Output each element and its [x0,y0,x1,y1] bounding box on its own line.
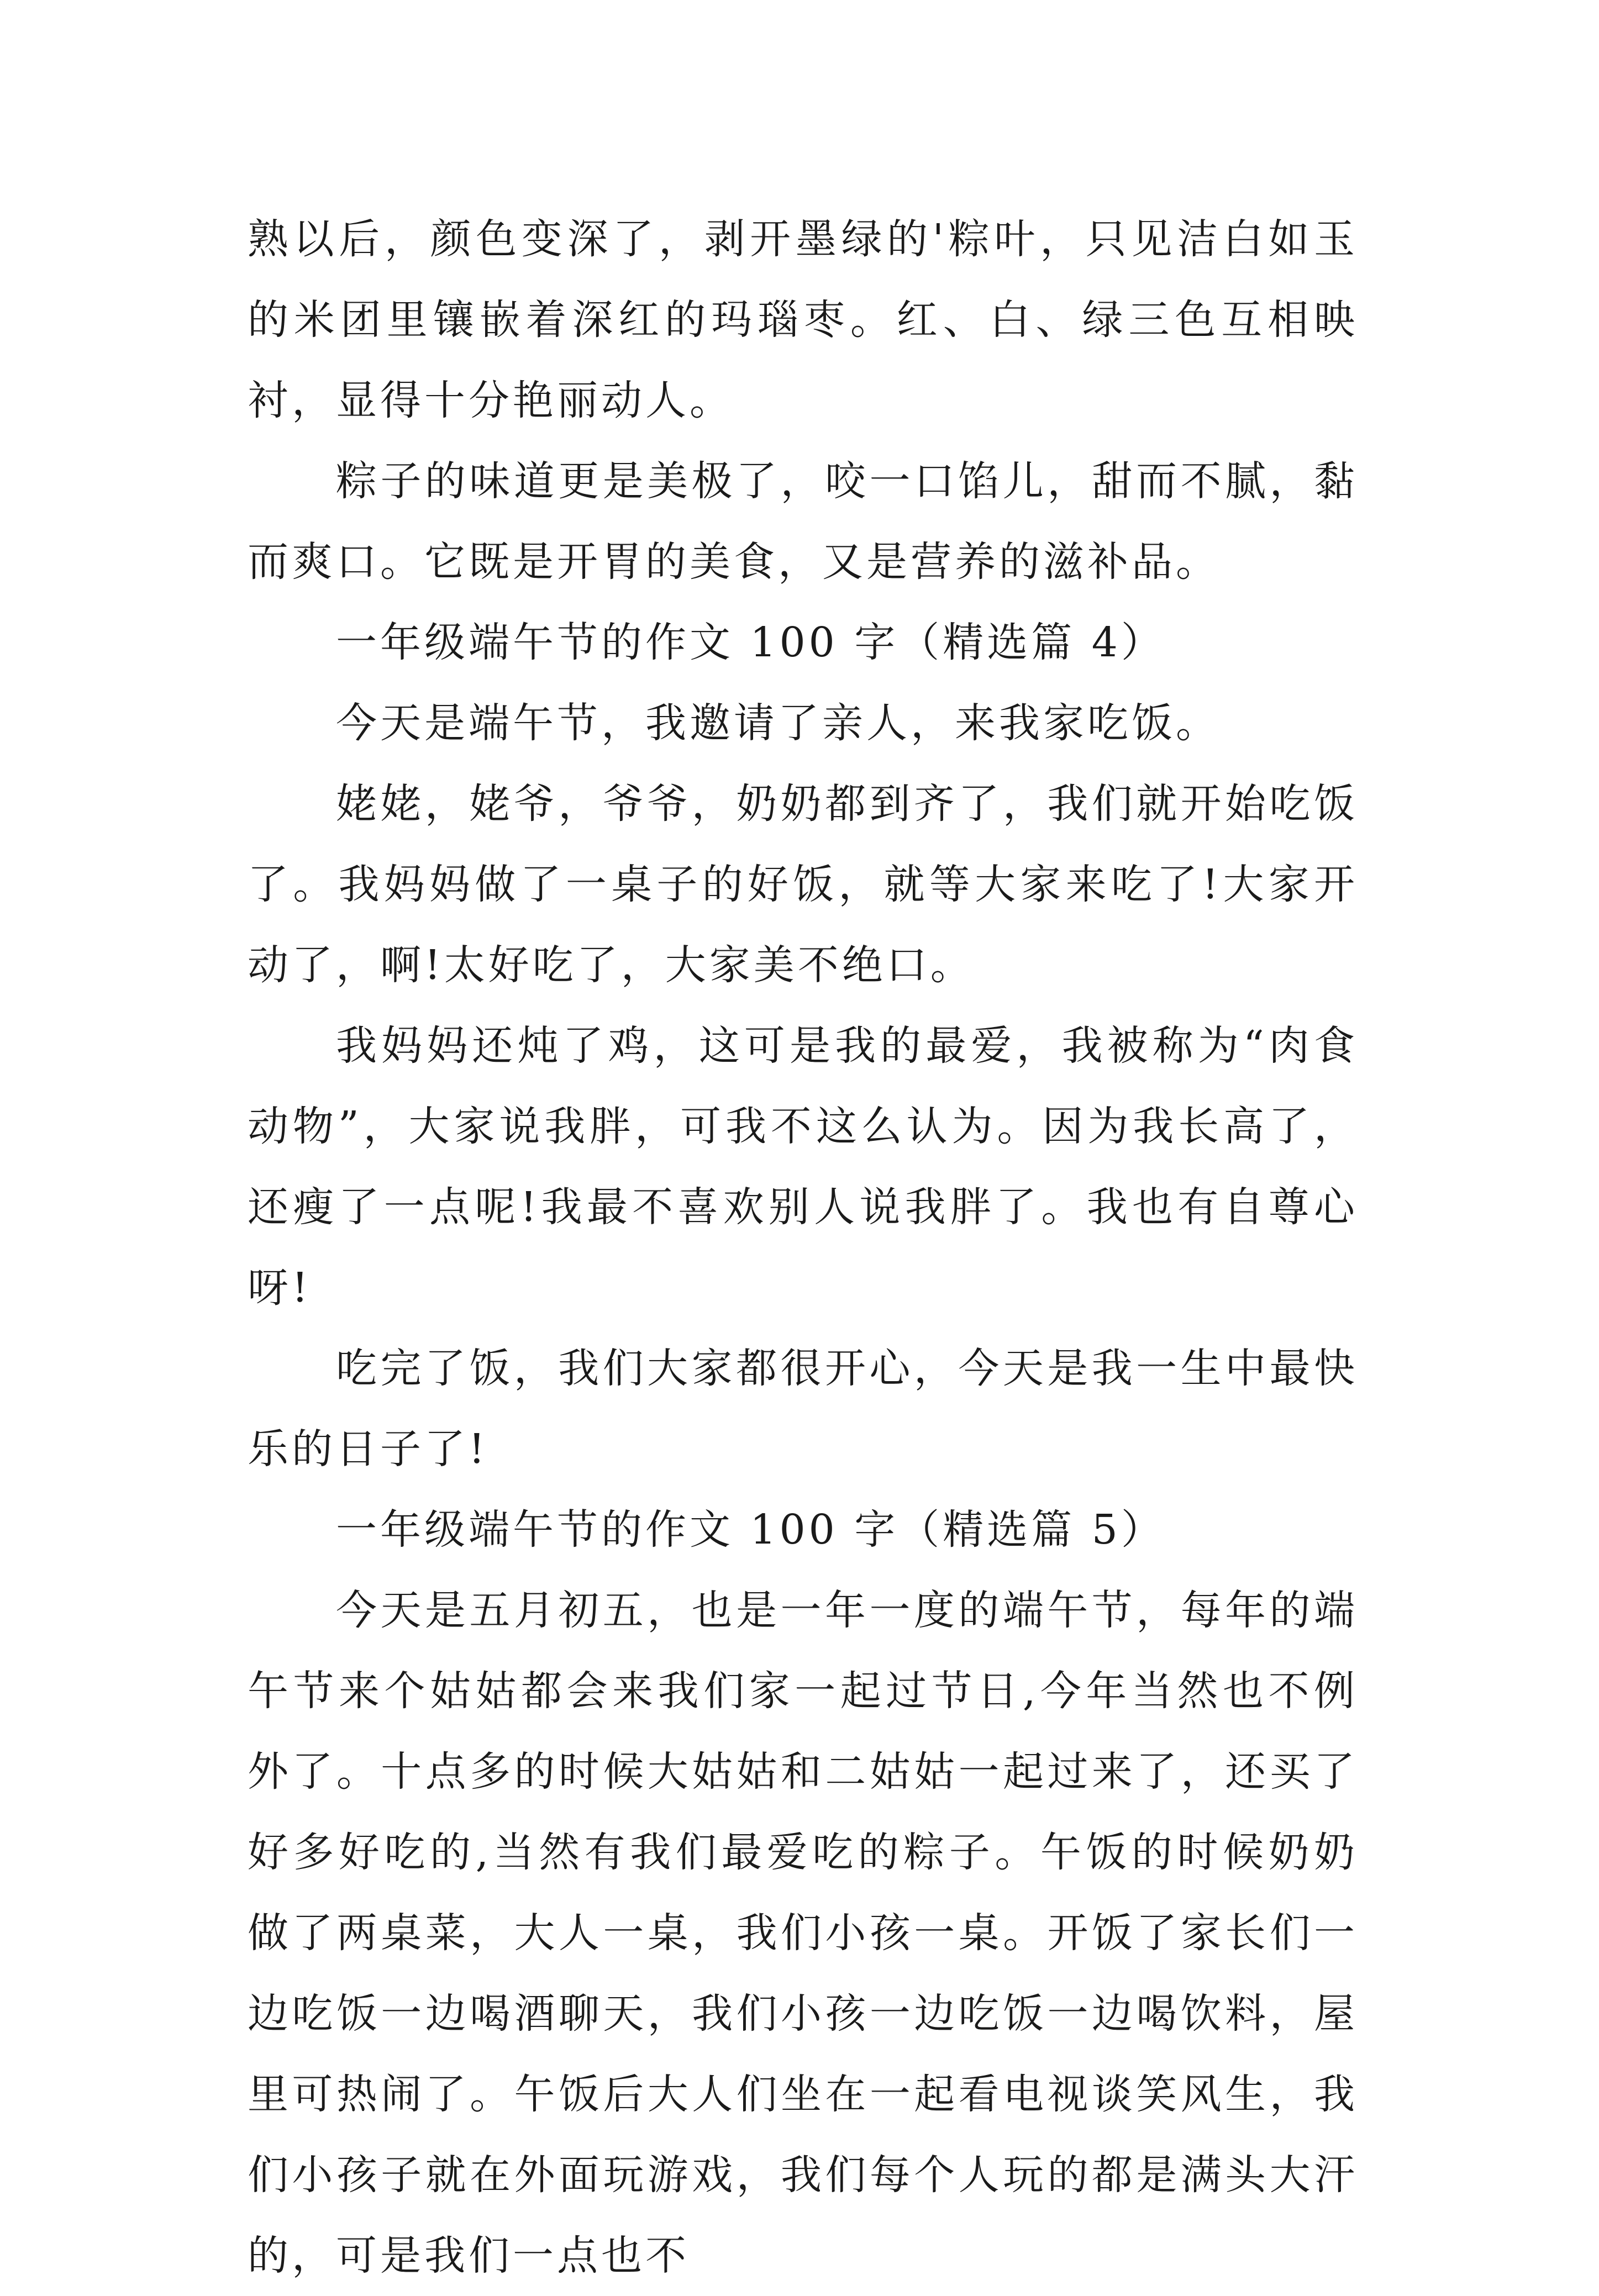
paragraph-continued: 熟以后，颜色变深了，剥开墨绿的'粽叶，只见洁白如玉的米团里镶嵌着深红的玛瑙枣。红、白、绿三色互相映衬，显得十分艳丽动人。 [248,215,1358,424]
section-heading-4: 一年级端午节的作文 100 字（精选篇 4） [336,619,1165,666]
paragraph-chicken: 我妈妈还炖了鸡，这可是我的最爱，我被称为“肉食动物”，大家说我胖，可我不这么认为。因为我长高了，还瘦了一点呢!我最不喜欢别人说我胖了。我也有自尊心呀! [248,1022,1358,1312]
paragraph-zongzi-taste: 粽子的味道更是美极了，咬一口馅儿，甜而不腻，黏而爽口。它既是开胃的美食，又是营养的滋补品。 [248,457,1358,586]
paragraph-family-dinner: 姥姥，姥爷，爷爷，奶奶都到齐了，我们就开始吃饭了。我妈妈做了一桌子的好饭，就等大家来吃了!大家开动了，啊!太好吃了，大家美不绝口。 [248,780,1358,989]
paragraph-fifth-day: 今天是五月初五，也是一年一度的端午节，每年的端午节来个姑姑都会来我们家一起过节日,今年当然也不例外了。十点多的时候大姑姑和二姑姑一起过来了，还买了好多好吃的,当然有我们最爱吃的粽子。午饭的时候奶奶做了两桌菜，大人一桌，我们小孩一桌。开饭了家长们一边吃饭一边喝酒聊天，我们小孩一边吃饭一边喝饮料，屋里可热闹了。午饭后大人们坐在一起看电视谈笑风生，我们小孩子就在外面玩游戏，我们每个人玩的都是满头大汗的，可是我们一点也不 [248,1587,1358,2279]
document-body [248,199,1358,2296]
section-heading-5: 一年级端午节的作文 100 字（精选篇 5） [336,1506,1165,1554]
paragraph-invite-relatives: 今天是端午节，我邀请了亲人，来我家吃饭。 [336,699,1220,747]
paragraph-happy-day: 吃完了饭，我们大家都很开心，今天是我一生中最快乐的日子了! [248,1345,1358,1473]
